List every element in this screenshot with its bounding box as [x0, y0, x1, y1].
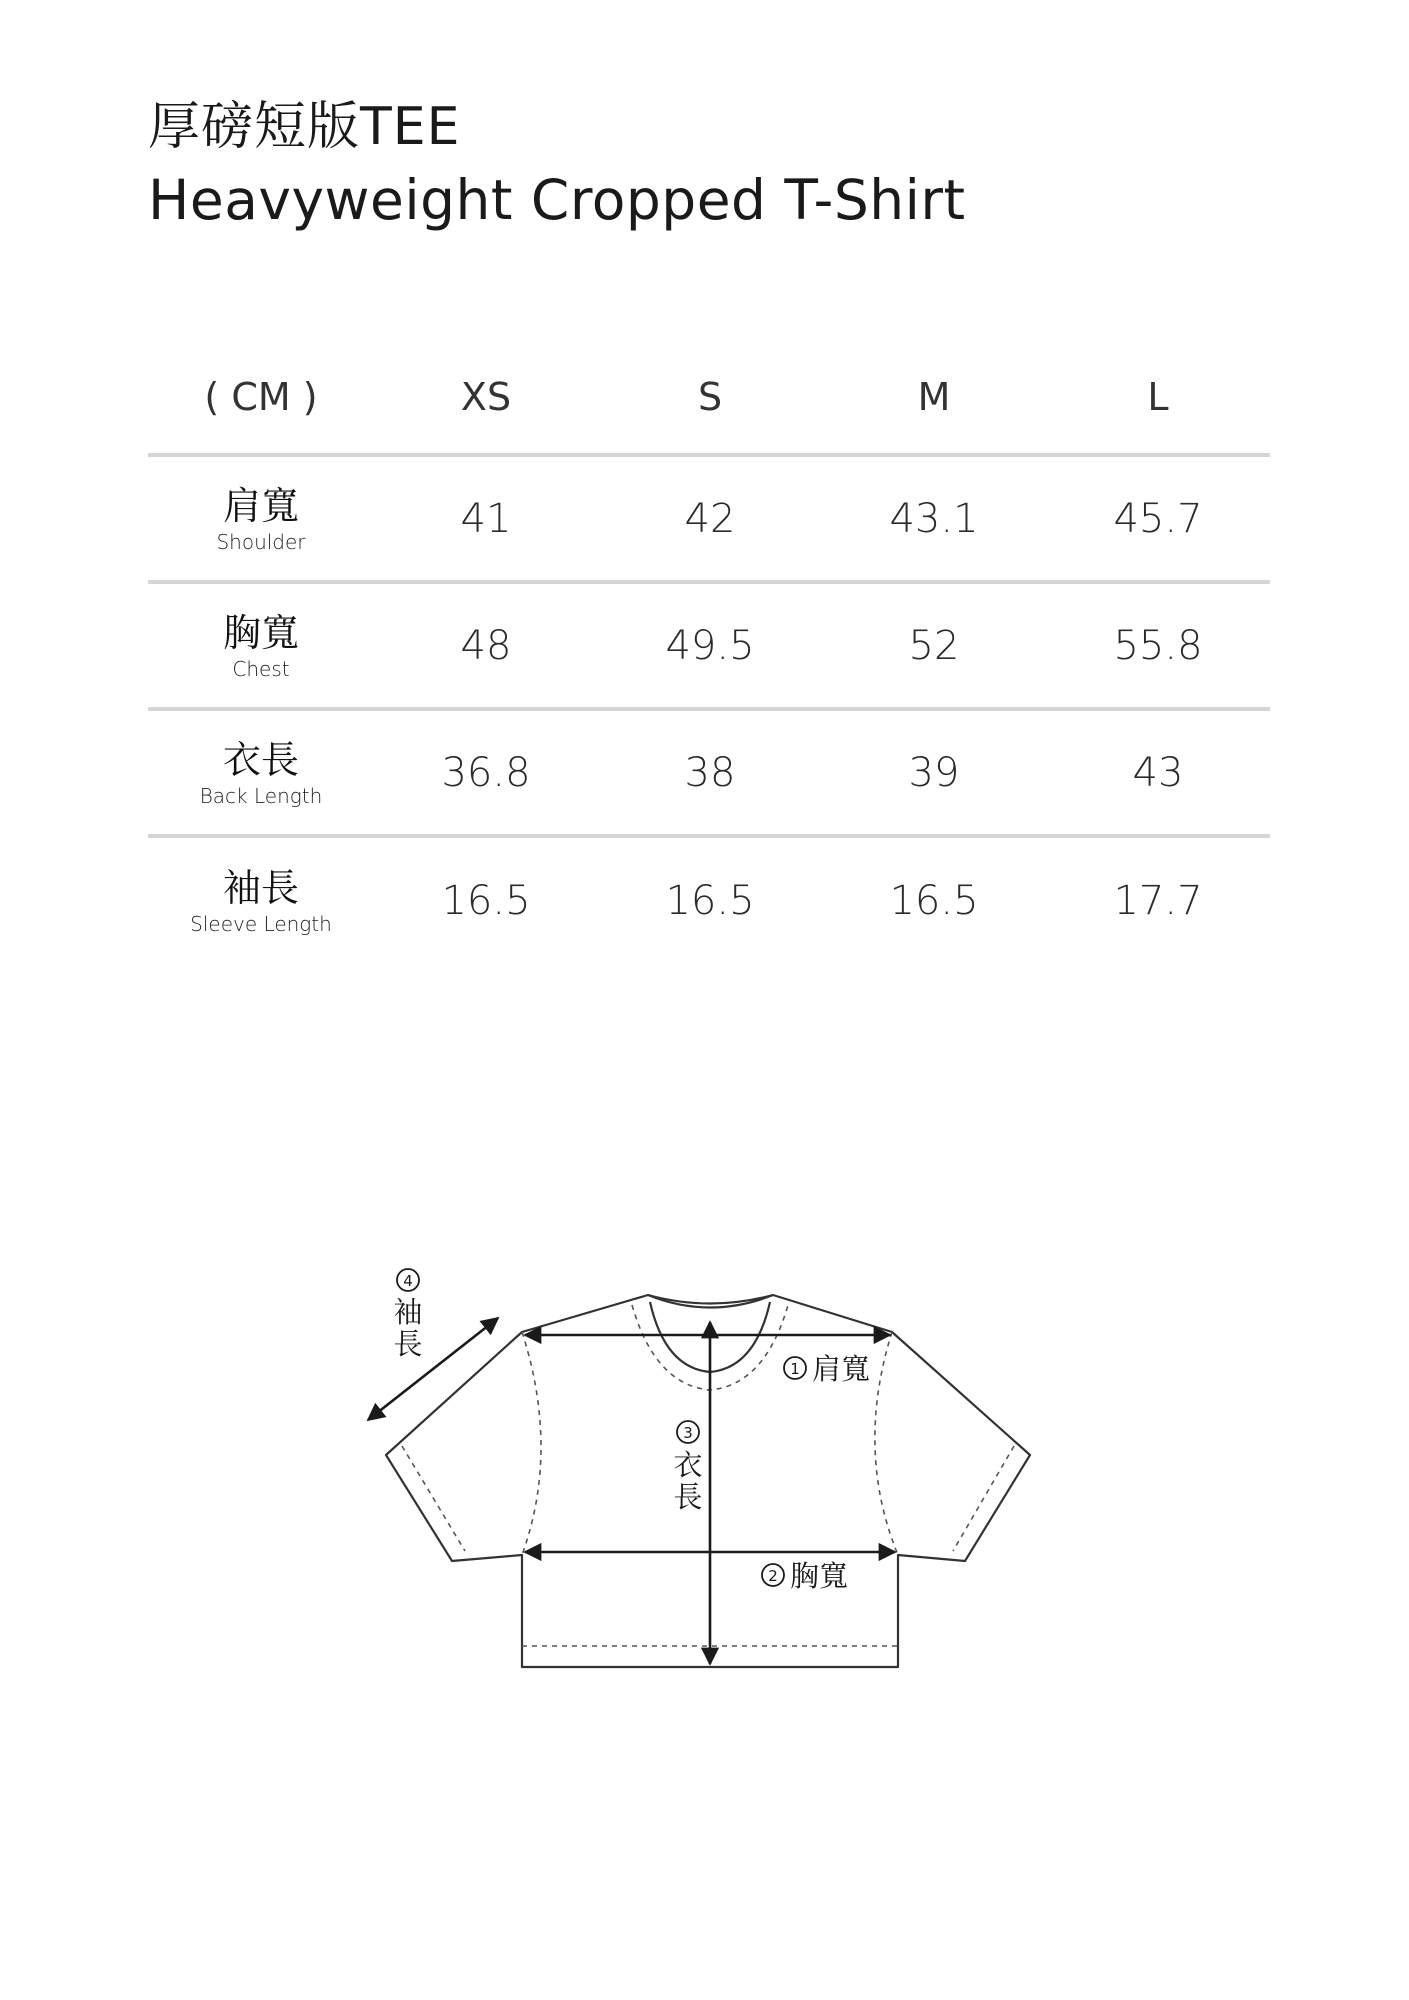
- measurement-diagram: [0, 1250, 1409, 1700]
- table-cell: 45.7: [1113, 495, 1203, 542]
- table-cell: 17.7: [1113, 877, 1203, 924]
- table-row-back-length: [148, 709, 1270, 836]
- chest-label: [762, 1559, 848, 1593]
- table-cell: 16.5: [665, 877, 755, 924]
- table-row-shoulder: [148, 455, 1270, 582]
- sleeve-text-2: 長: [393, 1327, 423, 1361]
- title-block: [148, 92, 966, 238]
- table-cell: 39: [908, 749, 960, 796]
- table-row-sleeve-length: [148, 836, 1270, 963]
- sleeve-text-1: 袖: [393, 1295, 423, 1329]
- table-cell: 38: [684, 749, 736, 796]
- table-cell: 36.8: [441, 749, 531, 796]
- table-cell: 55.8: [1113, 622, 1203, 669]
- chest-number: 2: [768, 1567, 778, 1585]
- tshirt-outline-icon: [386, 1295, 1030, 1667]
- size-chart-table: [148, 340, 1270, 963]
- table-cell: 48: [460, 622, 512, 669]
- row-label-en: Back Length: [199, 783, 323, 808]
- size-header-xs: XS: [460, 374, 512, 419]
- shoulder-label: [784, 1352, 870, 1386]
- table-cell: 52: [908, 622, 960, 669]
- table-cell: 49.5: [665, 622, 755, 669]
- length-label: [673, 1421, 702, 1514]
- size-header-l: L: [1147, 374, 1169, 419]
- size-header-m: M: [917, 374, 951, 419]
- table-cell: 43: [1132, 749, 1184, 796]
- shoulder-number: 1: [790, 1360, 800, 1378]
- table-row-chest: [148, 582, 1270, 709]
- row-label-zh: 衣長: [222, 737, 299, 782]
- length-number: 3: [683, 1424, 693, 1442]
- shoulder-text: 肩寬: [812, 1352, 871, 1386]
- row-label: [148, 709, 374, 836]
- length-text-2: 長: [673, 1480, 703, 1514]
- row-label: [148, 582, 374, 709]
- title-english: Heavyweight Cropped T-Shirt: [148, 168, 966, 232]
- row-label-en: Shoulder: [216, 529, 306, 554]
- row-label-zh: 胸寬: [222, 610, 299, 655]
- sleeve-number: 4: [403, 1272, 413, 1290]
- length-text-1: 衣: [673, 1448, 703, 1482]
- title-chinese: 厚磅短版TEE: [148, 97, 461, 157]
- row-label-en: Chest: [232, 656, 290, 681]
- row-label: [148, 836, 374, 963]
- sleeve-arrow: [368, 1318, 498, 1420]
- table-cell: 41: [460, 495, 512, 542]
- table-cell: 42: [684, 495, 736, 542]
- size-header-s: S: [697, 374, 723, 419]
- table-cell: 16.5: [441, 877, 531, 924]
- table-header-row: [148, 340, 1270, 455]
- unit-header: ( CM ): [204, 374, 318, 419]
- row-label-zh: 肩寬: [222, 483, 299, 528]
- row-label-zh: 袖長: [222, 865, 299, 910]
- row-label-en: Sleeve Length: [190, 911, 332, 936]
- table-cell: 16.5: [889, 877, 979, 924]
- sleeve-label: [393, 1269, 422, 1361]
- row-label: [148, 455, 374, 582]
- table-cell: 43.1: [889, 495, 979, 542]
- chest-text: 胸寬: [790, 1559, 849, 1593]
